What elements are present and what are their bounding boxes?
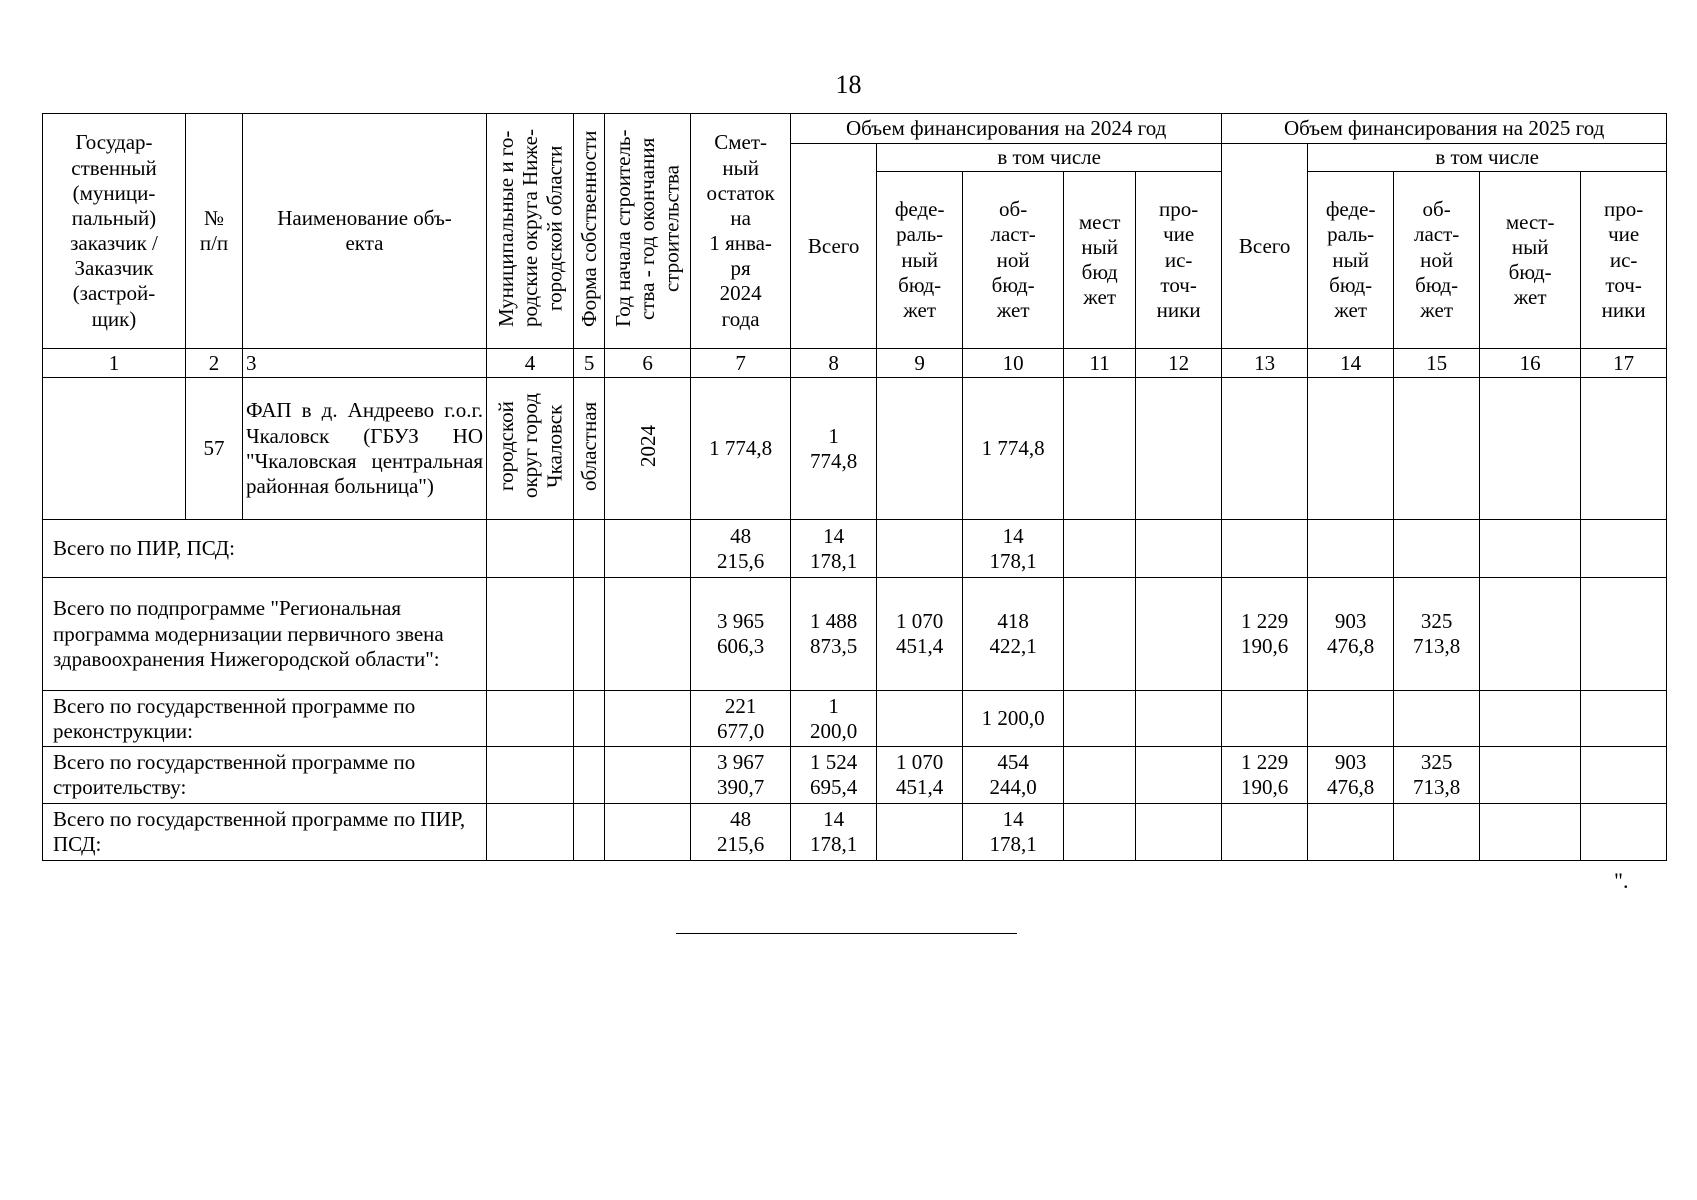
summary-value: 1 070 451,4 [877,747,963,804]
summary-value [1136,804,1222,861]
summary-row [43,578,1667,691]
object-ownership [574,378,605,520]
header-local-2025: мест- ный бюд- жет [1480,172,1581,349]
column-number: 6 [605,349,691,378]
summary-value: 221 677,0 [691,691,791,747]
summary-value [1136,520,1222,578]
summary-empty-cell [605,520,691,578]
summary-label: Всего по ПИР, ПСД: [43,520,487,578]
summary-value [1581,804,1667,861]
summary-value [1064,747,1136,804]
closing-quote-mark: ". [1614,868,1629,893]
object-local-2024 [1064,378,1136,520]
summary-row [43,804,1667,861]
object-balance: 1 774,8 [691,378,791,520]
header-funding-2024: Объем финансирования на 2024 год [791,114,1222,144]
summary-value [1394,804,1480,861]
header-ownership [574,114,605,349]
summary-label: Всего по государственной программе по ПИР, ПСД: [43,804,487,861]
header-including-2024: в том числе [877,144,1222,172]
object-row [43,378,1667,520]
object-federal-2024 [877,378,963,520]
summary-value [1064,691,1136,747]
summary-value: 1 200,0 [963,691,1064,747]
header-municipal-text: Муниципальные и го- родские округа Ниже- городской области [493,129,567,327]
summary-value: 14 178,1 [791,804,877,861]
header-row-1 [43,114,1667,144]
summary-empty-cell [487,747,574,804]
column-number: 8 [791,349,877,378]
summary-value: 1 070 451,4 [877,578,963,691]
column-numbers-row [43,349,1667,378]
column-number: 11 [1064,349,1136,378]
summary-empty-cell [574,747,605,804]
summary-row [43,520,1667,578]
summary-value [1581,578,1667,691]
summary-value [1581,747,1667,804]
header-other-2025: про- чие ис- точ- ники [1581,172,1667,349]
summary-value [1222,804,1308,861]
summary-empty-cell [487,520,574,578]
summary-row [43,691,1667,747]
summary-value: 325 713,8 [1394,747,1480,804]
object-ownership-text: областная [577,401,601,491]
summary-empty-cell [574,804,605,861]
summary-value [1064,804,1136,861]
summary-value [1394,520,1480,578]
summary-label: Всего по государственной программе по реконструкции: [43,691,487,747]
summary-value: 14 178,1 [963,520,1064,578]
header-total-2025: Всего [1222,144,1308,349]
summary-value: 418 422,1 [963,578,1064,691]
object-federal-2025 [1308,378,1394,520]
header-estimated-balance: Смет- ный остаток на 1 янва- ря 2024 года [691,114,791,349]
header-other-2024: про- чие ис- точ- ники [1136,172,1222,349]
header-number: № п/п [186,114,243,349]
summary-value: 903 476,8 [1308,578,1394,691]
summary-label: Всего по государственной программе по строительству: [43,747,487,804]
object-regional-2024: 1 774,8 [963,378,1064,520]
column-number: 5 [574,349,605,378]
summary-value: 1 524 695,4 [791,747,877,804]
summary-value [877,520,963,578]
summary-value [1581,520,1667,578]
column-number: 17 [1581,349,1667,378]
object-municipal-text: городской округ город Чкаловск [493,393,567,499]
summary-value [1480,804,1581,861]
summary-rows [43,520,1667,861]
summary-empty-cell [605,578,691,691]
column-number: 7 [691,349,791,378]
summary-value: 3 965 606,3 [691,578,791,691]
summary-value [1136,578,1222,691]
summary-value: 1 488 873,5 [791,578,877,691]
summary-value: 3 967 390,7 [691,747,791,804]
summary-value [1136,691,1222,747]
summary-value: 1 229 190,6 [1222,747,1308,804]
header-municipal [487,114,574,349]
object-years [605,378,691,520]
summary-value: 14 178,1 [963,804,1064,861]
summary-value [1064,520,1136,578]
column-number: 1 [43,349,186,378]
header-federal-2025: феде- раль- ный бюд- жет [1308,172,1394,349]
object-customer [43,378,186,520]
summary-value [1394,691,1480,747]
summary-value: 325 713,8 [1394,578,1480,691]
column-number: 10 [963,349,1064,378]
page-number: 18 [835,70,862,99]
header-object-name: Наименование объ- екта [243,114,487,349]
summary-value [1308,691,1394,747]
column-number: 16 [1480,349,1581,378]
summary-empty-cell [574,691,605,747]
column-number: 9 [877,349,963,378]
summary-value: 1 229 190,6 [1222,578,1308,691]
header-regional-2024: об- ласт- ной бюд- жет [963,172,1064,349]
summary-value [1222,520,1308,578]
header-total-2024: Всего [791,144,877,349]
object-years-text: 2024 [635,424,660,467]
column-number: 12 [1136,349,1222,378]
summary-value [1480,520,1581,578]
summary-value [877,804,963,861]
summary-value [1308,804,1394,861]
summary-value: 1 200,0 [791,691,877,747]
header-ownership-text: Форма собственности [577,129,601,327]
summary-value [1064,578,1136,691]
object-local-2025 [1480,378,1581,520]
summary-value [1480,691,1581,747]
column-number: 4 [487,349,574,378]
summary-label: Всего по подпрограмме "Региональная программа модернизации первичного звена здравоохранения Нижегородской области": [43,578,487,691]
header-years-text: Год начала строитель- ства - год окончания строительства [611,129,684,327]
header-years [605,114,691,349]
object-municipal [487,378,574,520]
summary-empty-cell [487,804,574,861]
separator-line [676,933,1017,934]
summary-value: 14 178,1 [791,520,877,578]
header-including-2025: в том числе [1308,144,1667,172]
column-number: 2 [186,349,243,378]
summary-value [877,691,963,747]
object-number: 57 [186,378,243,520]
summary-empty-cell [574,578,605,691]
header-funding-2025: Объем финансирования на 2025 год [1222,114,1667,144]
object-total-2025 [1222,378,1308,520]
summary-value [1581,691,1667,747]
object-other-2024 [1136,378,1222,520]
summary-empty-cell [605,804,691,861]
summary-value [1480,578,1581,691]
summary-value: 48 215,6 [691,520,791,578]
column-number: 13 [1222,349,1308,378]
column-number: 15 [1394,349,1480,378]
object-regional-2025 [1394,378,1480,520]
financing-table [42,113,1667,861]
summary-empty-cell [487,691,574,747]
header-customer: Государ- ственный (муници- пальный) заказчик / Заказчик (застрой- щик) [43,114,186,349]
summary-value [1480,747,1581,804]
column-number: 3 [243,349,487,378]
header-regional-2025: об- ласт- ной бюд- жет [1394,172,1480,349]
summary-empty-cell [605,747,691,804]
object-total-2024: 1 774,8 [791,378,877,520]
summary-empty-cell [487,578,574,691]
summary-value: 454 244,0 [963,747,1064,804]
summary-value [1222,691,1308,747]
header-federal-2024: феде- раль- ный бюд- жет [877,172,963,349]
summary-value [1136,747,1222,804]
summary-row [43,747,1667,804]
summary-value: 903 476,8 [1308,747,1394,804]
column-number: 14 [1308,349,1394,378]
object-name: ФАП в д. Андреево г.о.г. Чкаловск (ГБУЗ НО "Чкаловская центральная районная больница") [243,378,487,520]
summary-empty-cell [605,691,691,747]
summary-empty-cell [574,520,605,578]
summary-value: 48 215,6 [691,804,791,861]
header-local-2024: мест ный бюд жет [1064,172,1136,349]
summary-value [1308,520,1394,578]
object-other-2025 [1581,378,1667,520]
